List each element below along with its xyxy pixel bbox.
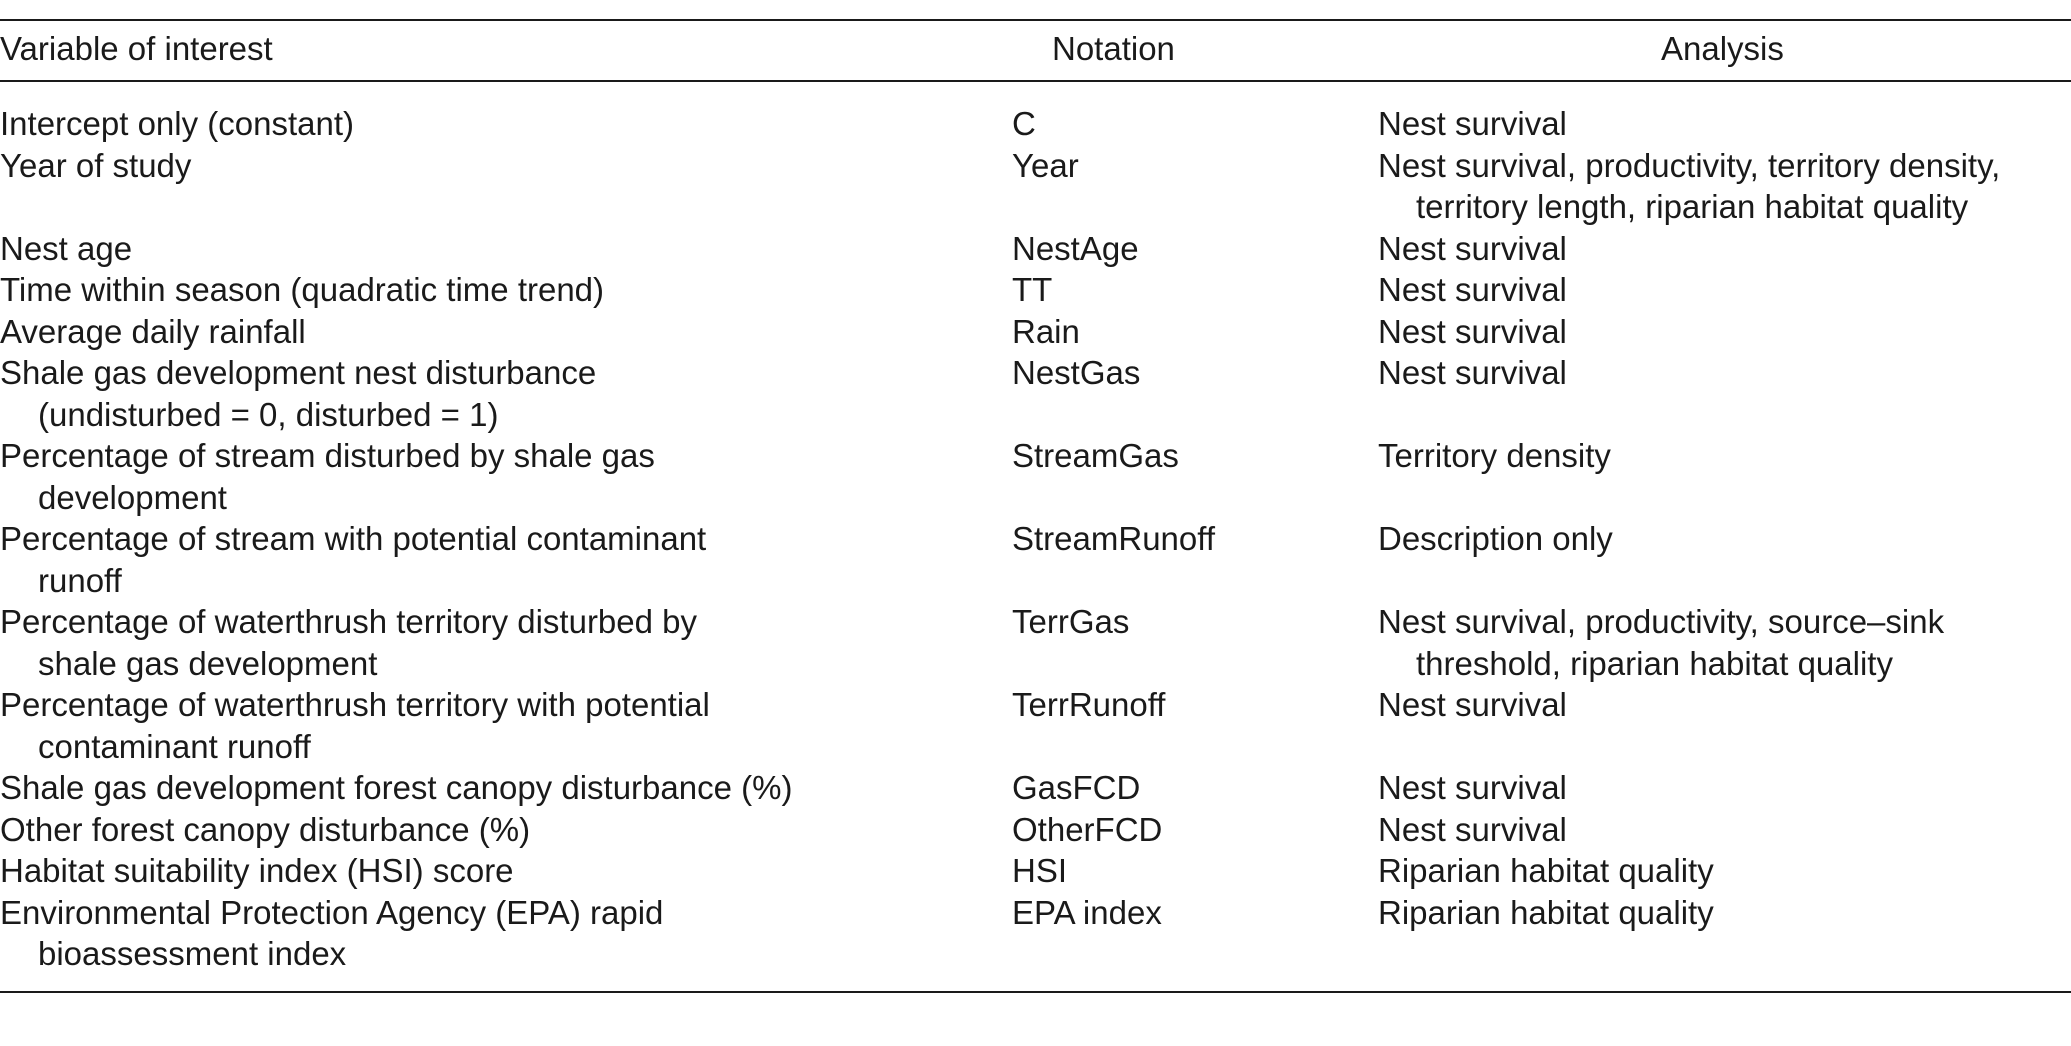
cell-analysis: Nest survival, productivity, territory density, <box>1378 146 2001 184</box>
cell-variable: Year of study <box>0 146 192 184</box>
cell-analysis: Riparian habitat quality <box>1378 852 1714 889</box>
cell-notation: NestGas <box>1012 354 1141 391</box>
cell-analysis: Nest survival <box>1378 312 1567 350</box>
cell-variable: Habitat suitability index (HSI) score <box>0 852 514 889</box>
cell-variable: bioassessment index <box>38 935 347 972</box>
cell-analysis: Territory density <box>1378 437 1611 474</box>
cell-notation: EPA index <box>1012 893 1162 931</box>
header-notation: Notation <box>1052 30 1175 67</box>
cell-variable: Average daily rainfall <box>0 312 306 350</box>
cell-analysis: Nest survival <box>1378 686 1567 723</box>
cell-notation: StreamRunoff <box>1012 520 1215 557</box>
cell-notation: TT <box>1012 271 1053 308</box>
cell-variable: Percentage of waterthrush territory with potential <box>0 686 710 723</box>
table-row <box>0 269 2071 311</box>
table-row <box>0 892 2071 975</box>
cell-notation: OtherFCD <box>1012 810 1163 848</box>
table-row <box>0 767 2071 809</box>
cell-variable: Environmental Protection Agency (EPA) rapid <box>0 893 664 931</box>
table-row <box>0 809 2071 851</box>
table-row <box>0 850 2071 892</box>
cell-analysis: Nest survival <box>1378 810 1567 848</box>
cell-variable: contaminant runoff <box>38 727 311 765</box>
cell-notation: Year <box>1012 146 1079 184</box>
table-top-rule <box>0 19 2071 21</box>
cell-analysis: territory length, riparian habitat quality <box>1416 188 1969 225</box>
cell-variable: Percentage of stream with potential contaminant <box>0 520 707 557</box>
cell-notation: HSI <box>1012 852 1068 889</box>
cell-variable: Time within season (quadratic time trend) <box>0 271 605 308</box>
cell-variable: Nest age <box>0 229 133 267</box>
cell-analysis: Description only <box>1378 520 1613 557</box>
table-row <box>0 601 2071 684</box>
cell-notation: TerrGas <box>1012 603 1130 640</box>
table-row <box>0 228 2071 270</box>
cell-analysis: Nest survival <box>1378 105 1567 142</box>
cell-variable: Other forest canopy disturbance (%) <box>0 810 531 848</box>
table-row <box>0 145 2071 228</box>
cell-analysis: Nest survival <box>1378 769 1567 806</box>
cell-variable: (undisturbed = 0, disturbed = 1) <box>38 395 499 433</box>
cell-notation: C <box>1012 105 1036 142</box>
cell-variable: Shale gas development forest canopy disturbance (%) <box>0 769 793 806</box>
table-row <box>0 103 2071 145</box>
header-analysis: Analysis <box>1661 30 1784 67</box>
table-bottom-rule <box>0 991 2071 993</box>
cell-notation: NestAge <box>1012 229 1139 267</box>
table-row <box>0 311 2071 353</box>
cell-analysis: threshold, riparian habitat quality <box>1416 644 1893 682</box>
cell-notation: GasFCD <box>1012 769 1141 806</box>
cell-variable: shale gas development <box>38 644 378 682</box>
table-row <box>0 352 2071 435</box>
cell-variable: runoff <box>38 561 122 599</box>
table-row <box>0 684 2071 767</box>
cell-variable: Percentage of waterthrush territory disturbed by <box>0 603 698 640</box>
cell-analysis: Nest survival <box>1378 271 1567 308</box>
cell-notation: StreamGas <box>1012 437 1179 474</box>
cell-variable: Shale gas development nest disturbance <box>0 354 597 391</box>
cell-analysis: Nest survival <box>1378 229 1567 267</box>
table-row <box>0 518 2071 601</box>
cell-notation: TerrRunoff <box>1012 686 1166 723</box>
cell-analysis: Nest survival, productivity, source–sink <box>1378 603 1945 640</box>
table-header-rule <box>0 80 2071 82</box>
cell-analysis: Nest survival <box>1378 354 1567 391</box>
cell-variable: development <box>38 478 227 516</box>
cell-analysis: Riparian habitat quality <box>1378 893 1714 931</box>
cell-variable: Percentage of stream disturbed by shale gas <box>0 437 655 474</box>
table-row <box>0 435 2071 518</box>
cell-notation: Rain <box>1012 312 1080 350</box>
header-variable: Variable of interest <box>0 30 273 67</box>
cell-variable: Intercept only (constant) <box>0 105 355 142</box>
